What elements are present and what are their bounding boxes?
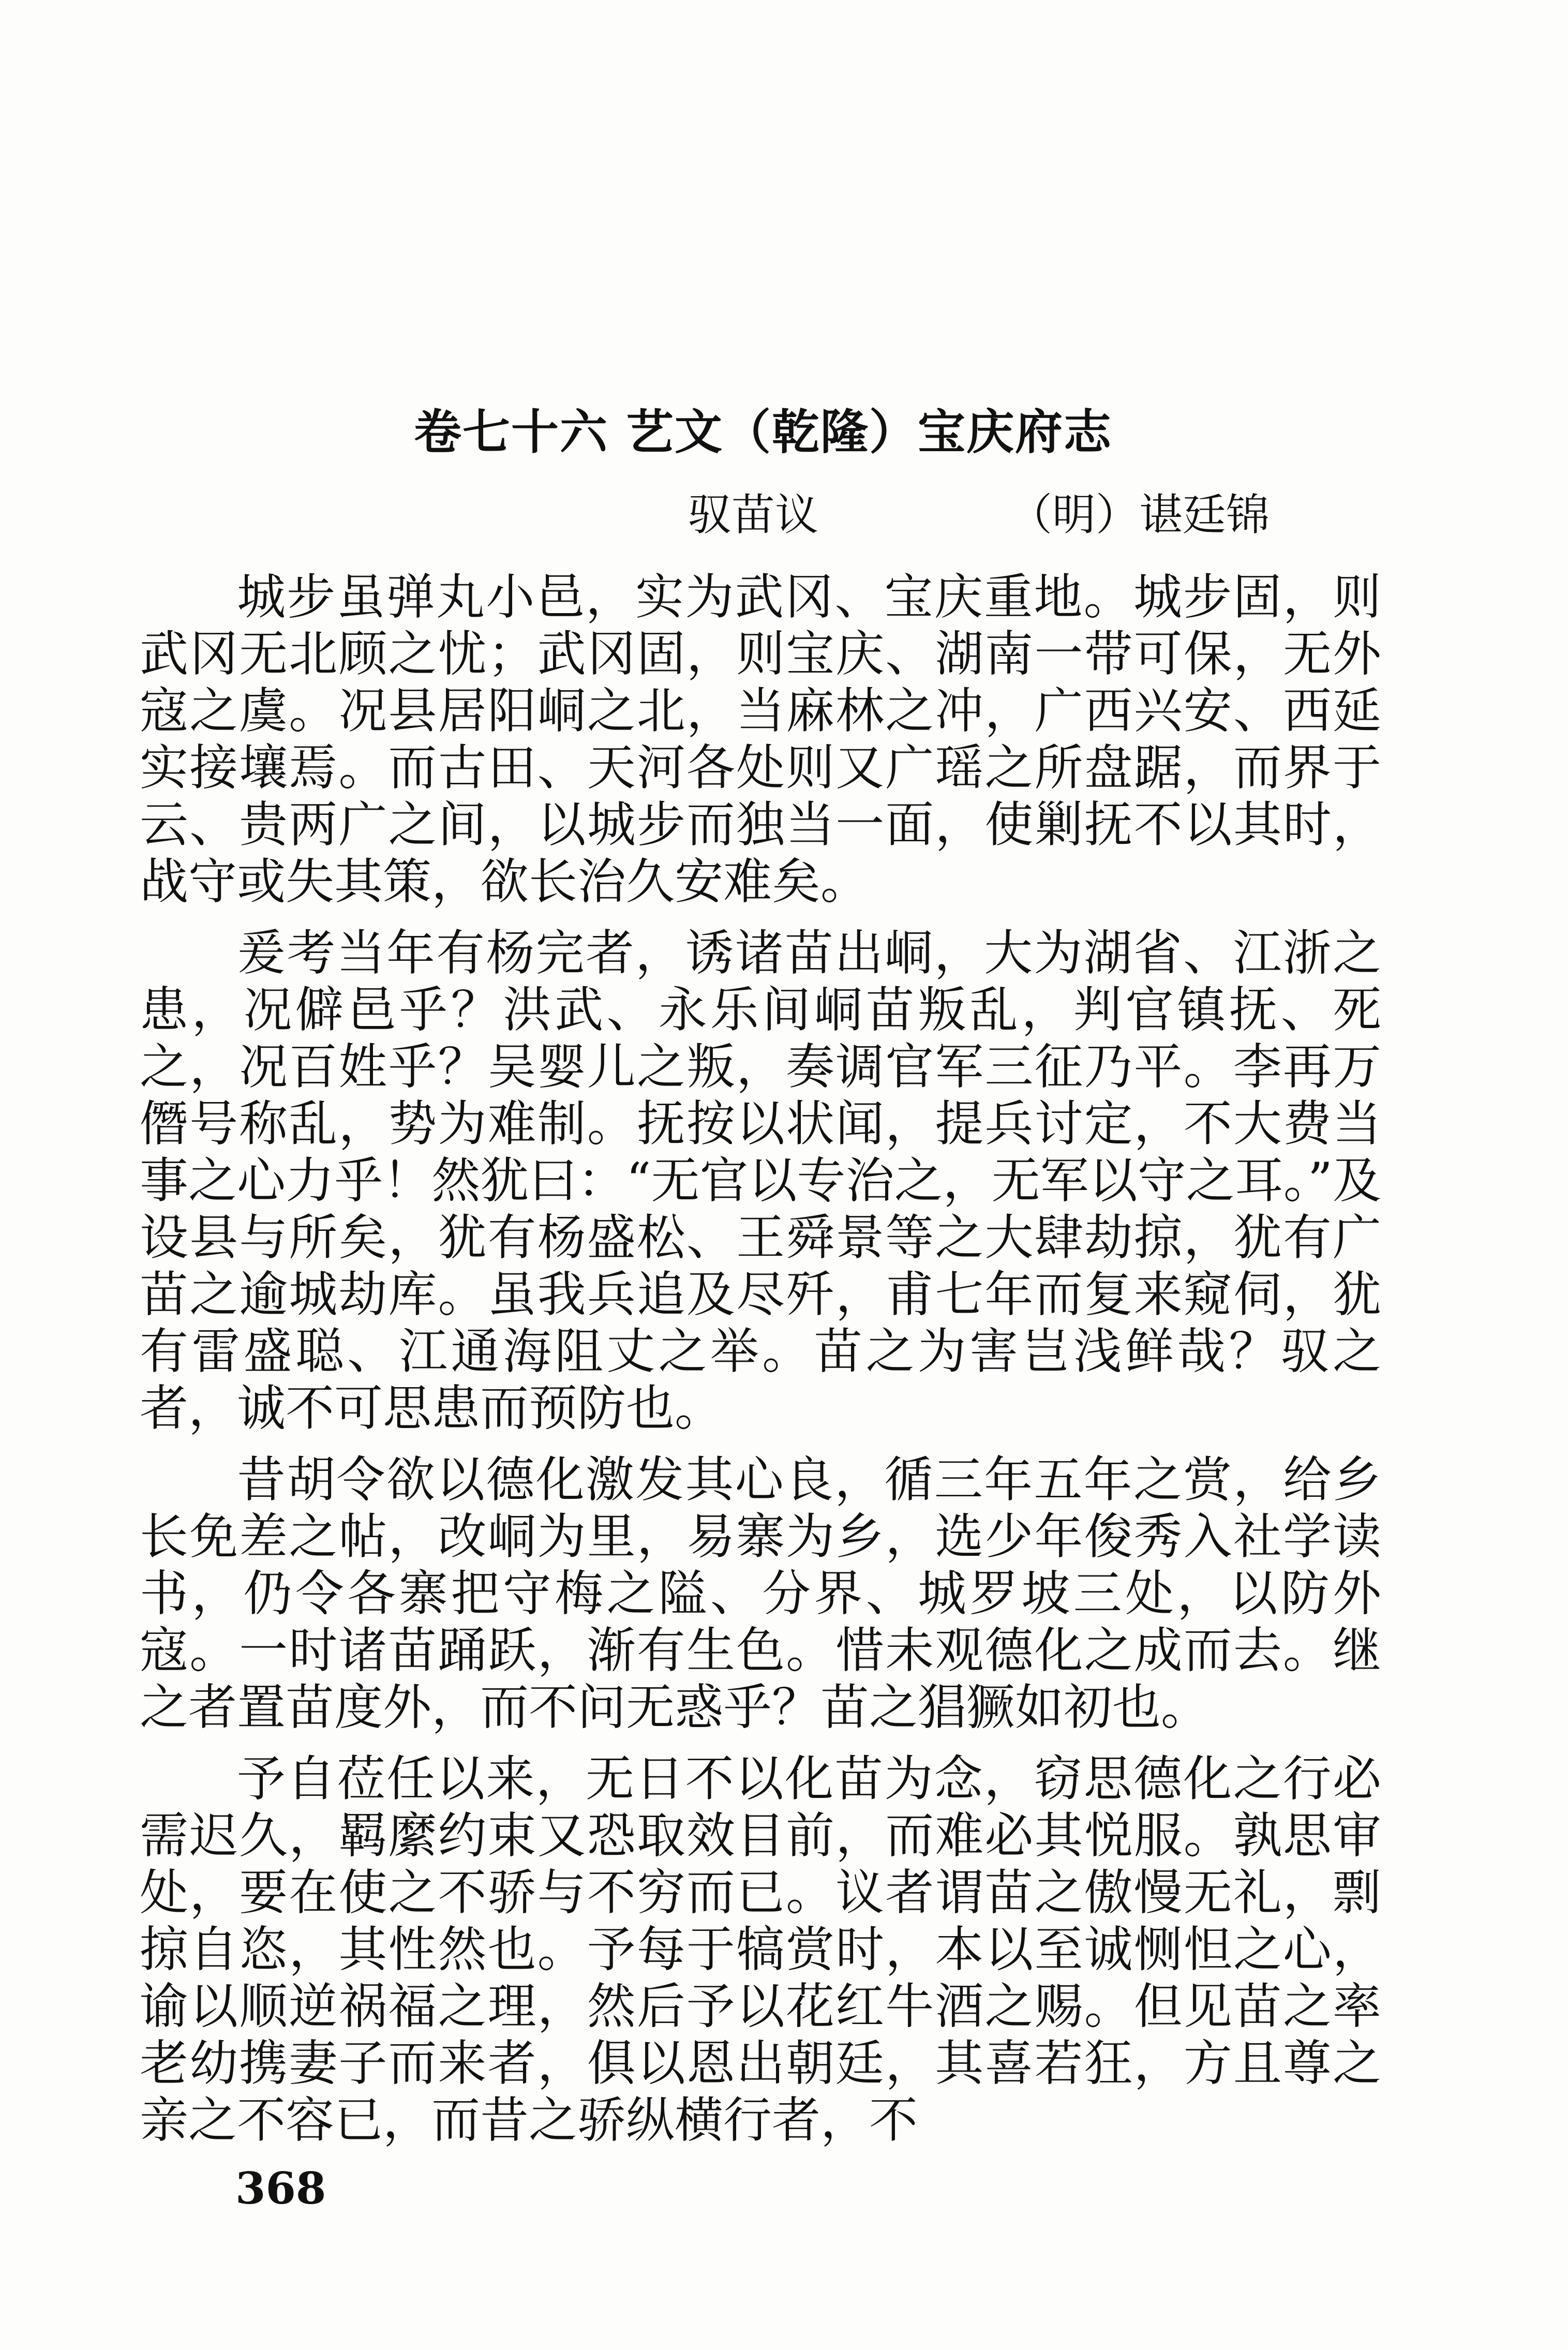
paragraph: 爰考当年有杨完者，诱诸苗出峒，大为湖省、江浙之患，况僻邑乎？洪武、永乐间峒苗叛乱，判官镇抚、死之，况百姓乎？吴婴儿之叛，奏调官军三征乃平。李再万僭号称乱，势为难制。抚按以状闻，提兵讨定，不大费当事之心力乎！然犹曰：“无官以专治之，无军以守之耳。”及设县与所矣，犹有杨盛松、王舜景等之大肆劫掠，犹有广苗之逾城劫库。虽我兵追及尽歼，甫七年而复来窥伺，犹有雷盛聪、江通海阻丈之举。苗之为害岂浅鲜哉？驭之者，诚不可思患而预防也。 [140,925,1381,1437]
essay-title: 驭苗议 [688,489,819,540]
essay-header [688,484,1309,546]
paragraph: 昔胡令欲以德化激发其心良，循三年五年之赏，给乡长免差之帖，改峒为里，易寨为乡，选少年俊秀入社学读书，仍令各寨把守梅之隘、分界、城罗坡三处，以防外寇。一时诸苗踊跃，渐有生色。惜未观德化之成而去。继之者置苗度外，而不问无惑乎？苗之猖獗如初也。 [140,1452,1381,1736]
essay-author: （明）谌廷锦 [1009,489,1270,540]
essay-body [140,569,1381,2149]
page-number: 368 [235,2163,326,2214]
paragraph: 城步虽弹丸小邑，实为武冈、宝庆重地。城步固，则武冈无北顾之忧；武冈固，则宝庆、湖南一带可保，无外寇之虞。况县居阳峒之北，当麻林之冲，广西兴安、西延实接壤焉。而古田、天河各处则又广瑶之所盘踞，而界于云、贵两广之间，以城步而独当一面，使剿抚不以其时，战守或失其策，欲长治久安难矣。 [140,569,1381,910]
chapter-heading: 卷七十六 艺文（乾隆）宝庆府志 [414,404,1113,460]
paragraph: 予自莅任以来，无日不以化苗为念，窃思德化之行必需迟久，羁縻约束又恐取效目前，而难必其悦服。孰思审处，要在使之不骄与不穷而已。议者谓苗之傲慢无礼，剽掠自恣，其性然也。予每于犒赏时，本以至诚恻怛之心，谕以顺逆祸福之理，然后予以花红牛酒之赐。但见苗之率老幼携妻子而来者，俱以恩出朝廷，其喜若狂，方且尊之亲之不容已，而昔之骄纵横行者，不 [140,1751,1381,2149]
